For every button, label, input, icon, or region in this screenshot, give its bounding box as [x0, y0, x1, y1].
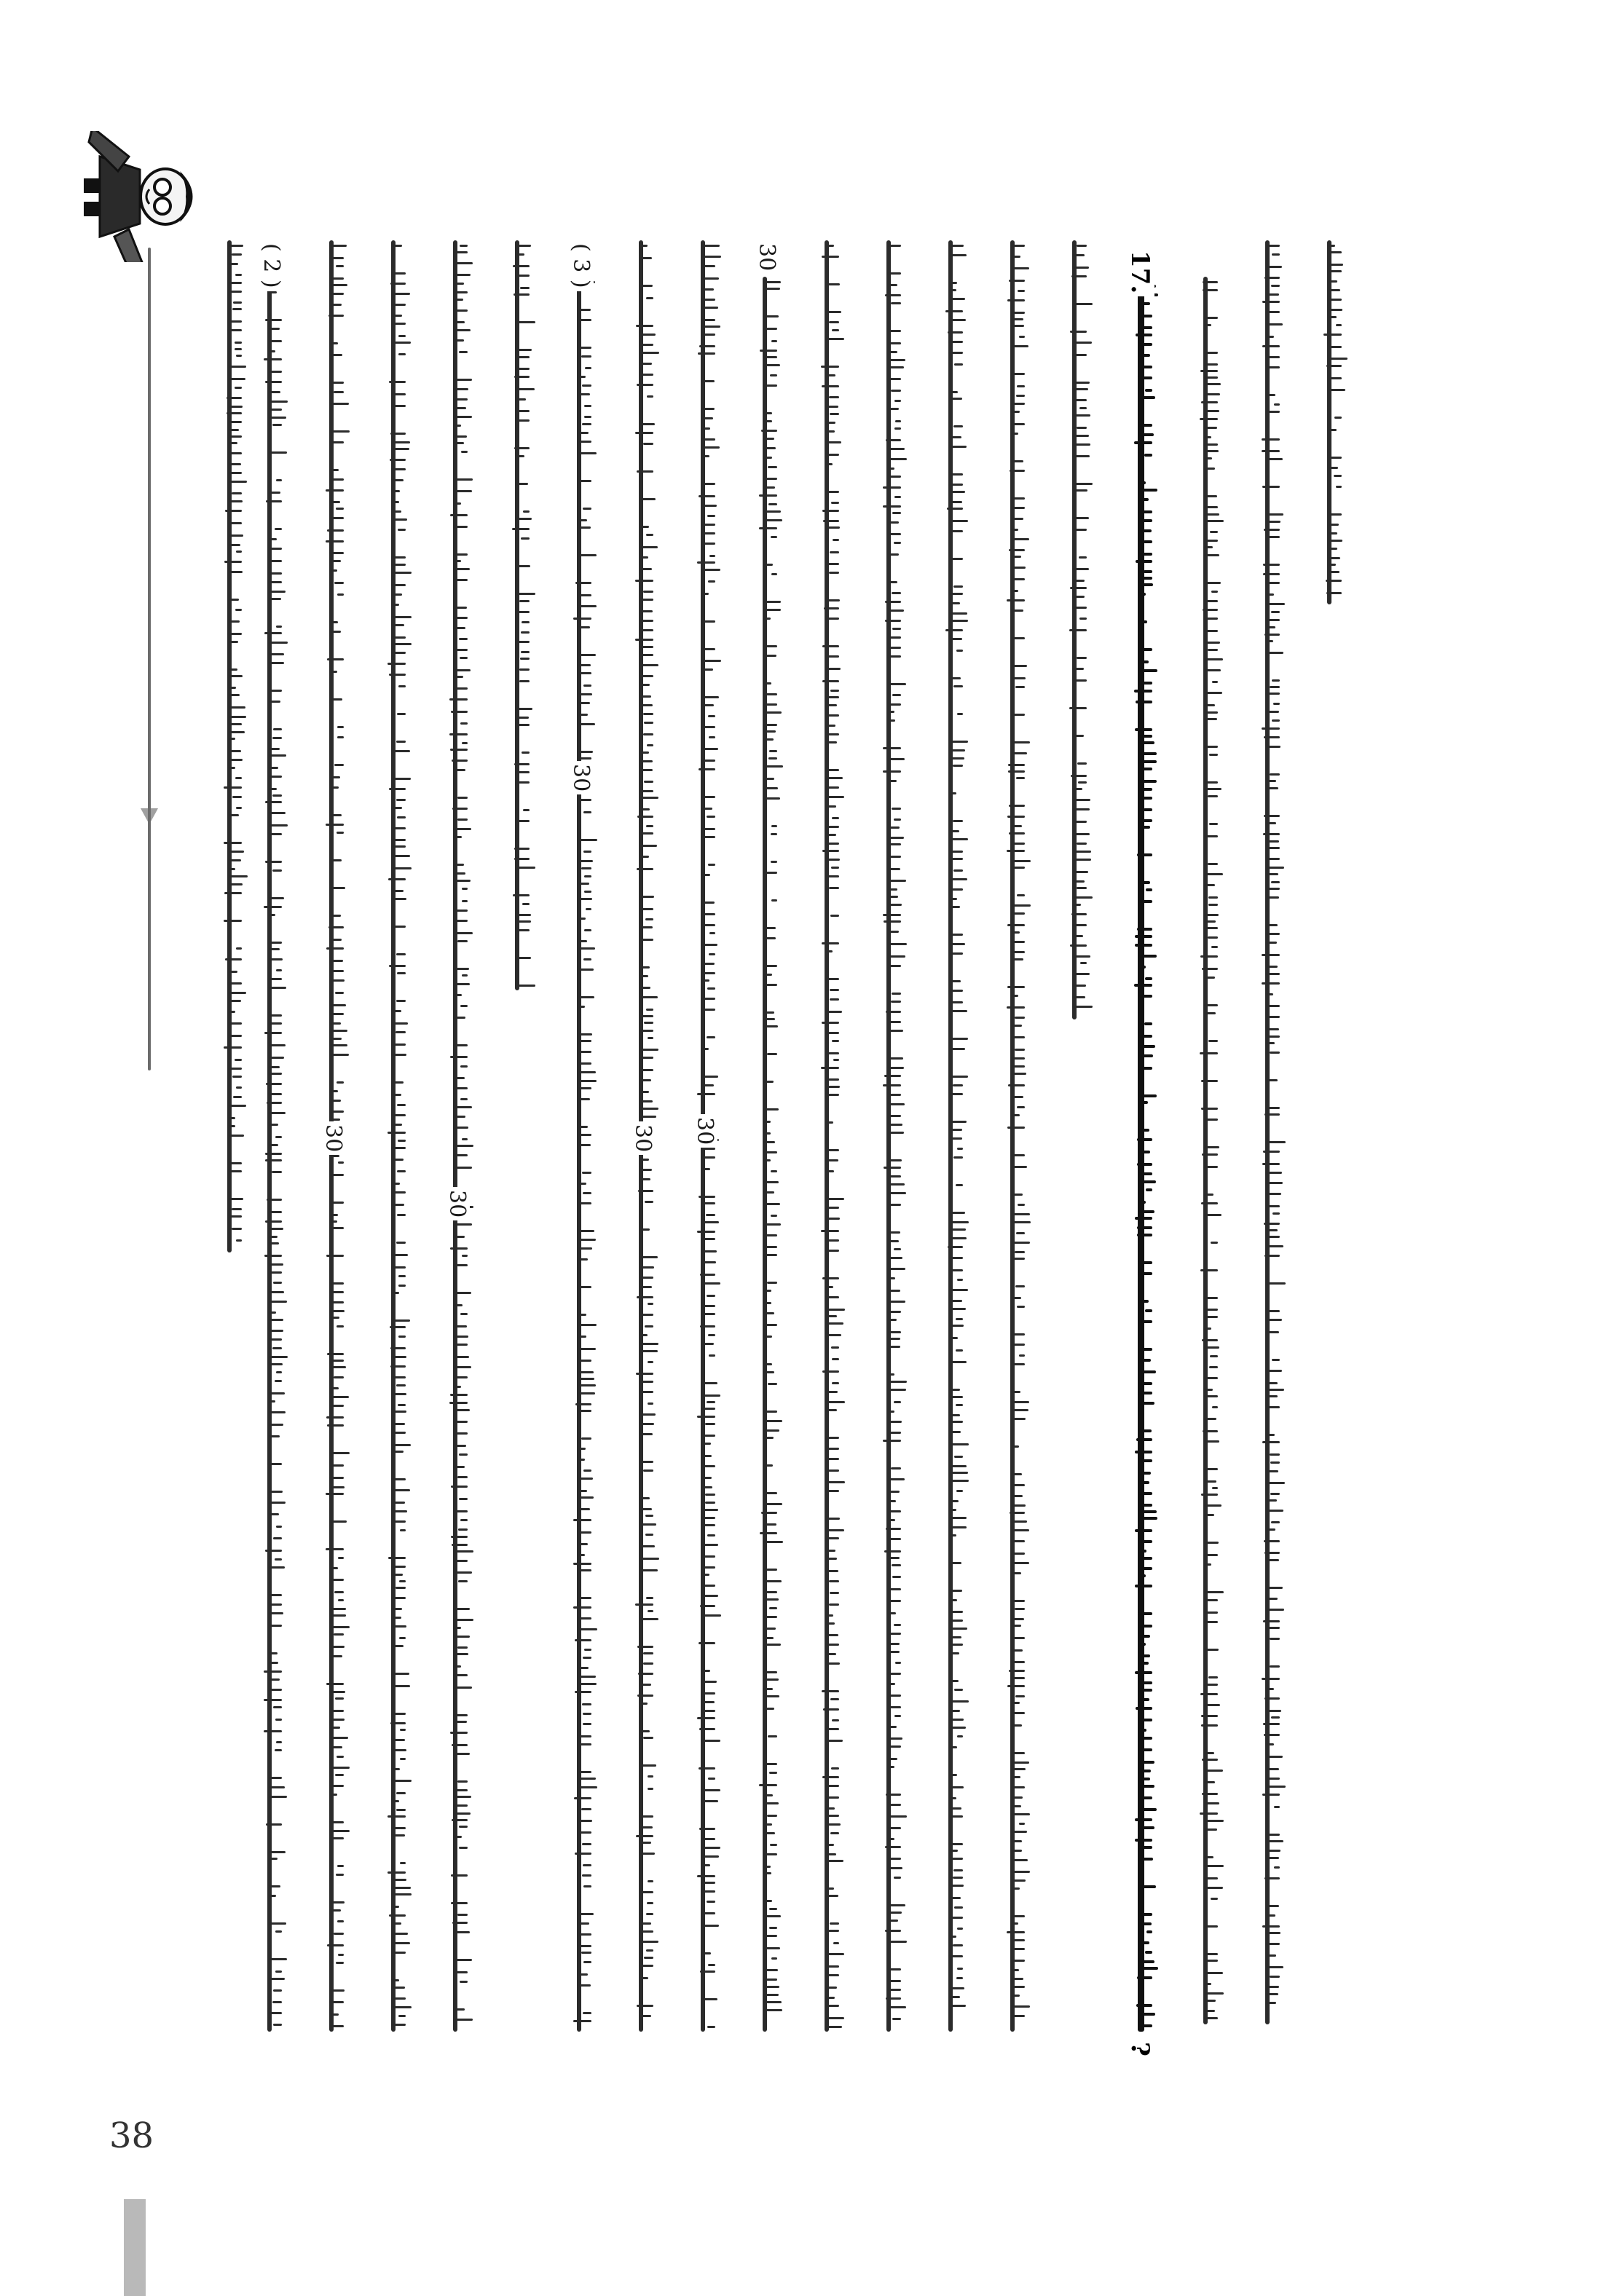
text-column — [881, 240, 899, 2032]
numeral-30: 30 — [568, 761, 594, 794]
question-mark: ? — [1125, 2039, 1154, 2059]
text-column — [1322, 240, 1339, 604]
text-column — [222, 240, 240, 1252]
text-column — [1067, 240, 1085, 1019]
numeral-30: 30 — [444, 1187, 470, 1220]
section-number: ( 2 ) — [259, 240, 284, 291]
numeral-30: 30 — [692, 1114, 717, 1148]
text-column — [510, 240, 527, 990]
text-column — [386, 240, 404, 2032]
section-number: ( 3 ) — [568, 240, 594, 291]
text-column — [819, 240, 837, 2032]
text-column — [1260, 240, 1278, 2024]
text-column — [1133, 280, 1153, 2032]
numeral-30: 30 — [320, 1121, 346, 1155]
page-number: 38 — [109, 2115, 154, 2156]
question-number: 17. — [1125, 248, 1154, 296]
text-column — [758, 277, 775, 2032]
text-column — [448, 240, 465, 2032]
text-column — [1005, 240, 1023, 2032]
text-column — [943, 240, 961, 2032]
text-column — [572, 277, 589, 2032]
running-header-text — [143, 248, 160, 1070]
text-column — [1198, 277, 1216, 2024]
numeral-30: 30 — [754, 240, 779, 274]
numeral-30: 30 — [630, 1121, 656, 1155]
cartoon-boy-flying-icon — [67, 131, 220, 262]
text-column — [262, 277, 280, 2032]
page-edge-tab — [124, 2199, 146, 2296]
